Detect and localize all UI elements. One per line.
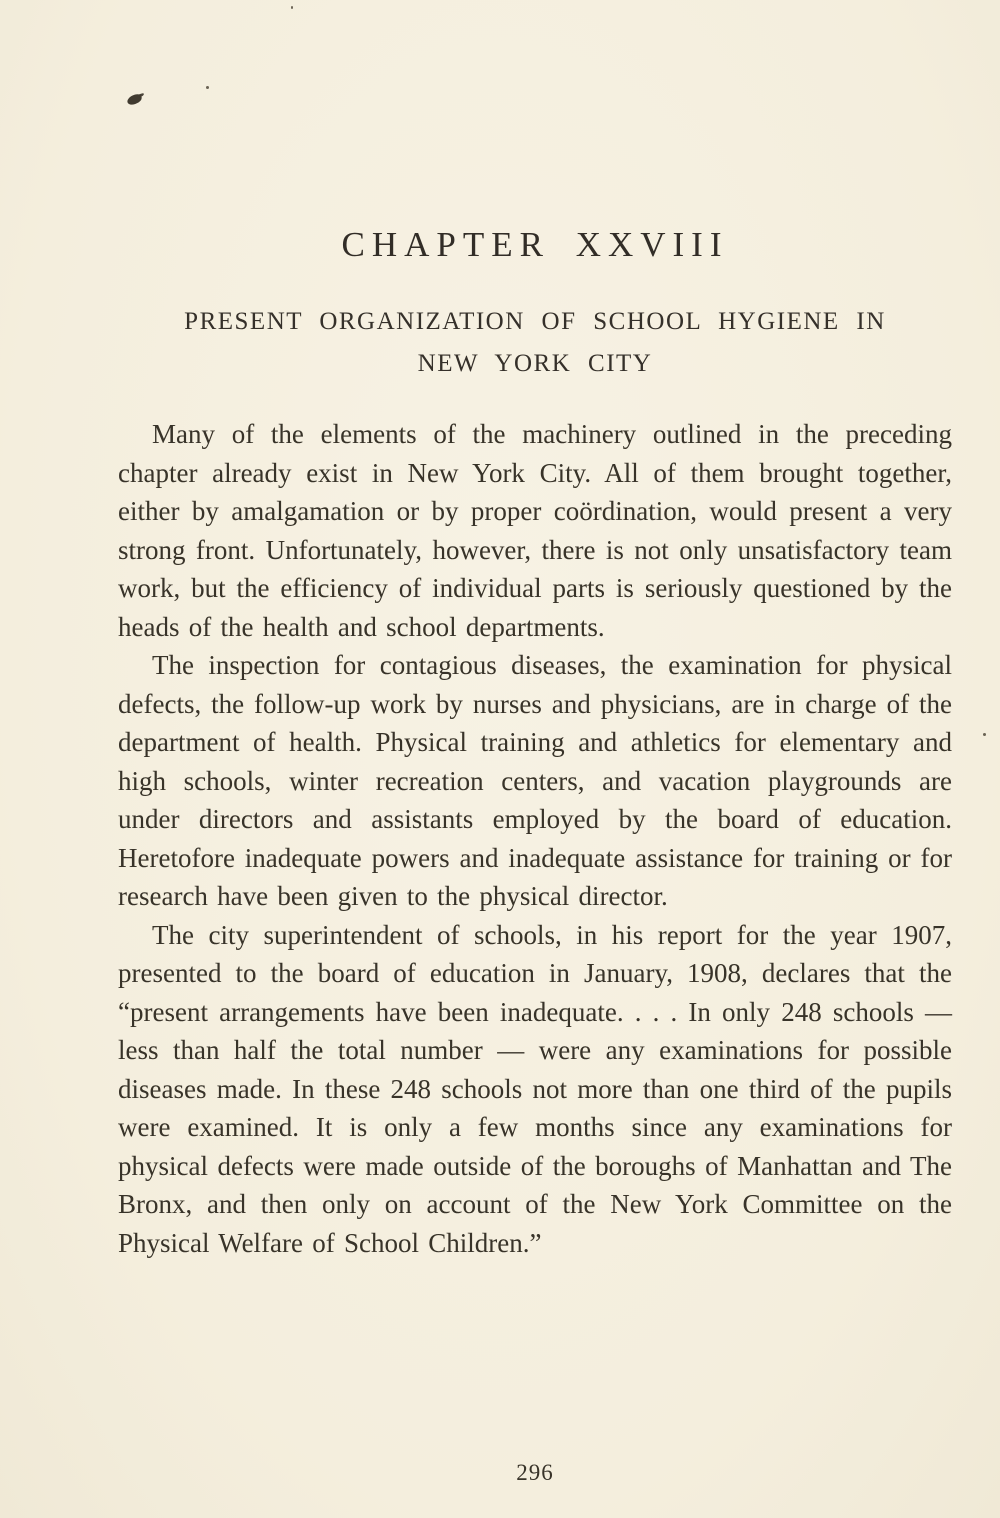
paragraph: The inspection for contagious diseases, the examination for physical defects, the follow-up work by nurses and physicians, are in charge of the department of health. Physical training and athletics for elementary and high schools, winter recreation centers, and vacation playgrounds are under directors and assistants employed by the board of education. Heretofore inadequate powers and inadequate assistance for training or for research have been given to the physical director. bbox=[118, 650, 952, 911]
paragraph: The city superintendent of schools, in his report for the year 1907, presented to the board of education in January, 1908, declares that the “present arrangements have been inadequate. . . . In only 248 schools — less than half the total number — were any examinations for possible diseases made. In these 248 schools not more than one third of the pupils were examined. It is only a few months since any examinations for physical defects were made outside of the boroughs of Manhattan and The Bronx, and then only on account of the New York Committee on the Physical Welfare of School Children.” bbox=[118, 919, 952, 1258]
subtitle-line: PRESENT ORGANIZATION OF SCHOOL HYGIENE IN bbox=[184, 308, 886, 335]
ink-speck bbox=[983, 733, 986, 736]
section-subtitle bbox=[118, 301, 952, 385]
page-content bbox=[118, 0, 952, 1262]
page-number: 296 bbox=[516, 1460, 554, 1485]
subtitle-line: NEW YORK CITY bbox=[417, 350, 653, 377]
chapter-heading: CHAPTER XXVIII bbox=[341, 225, 729, 264]
paragraph: Many of the elements of the machinery outlined in the preceding chapter already exist in New York City. All of them brought together, either by amalgamation or by proper coördination, would present a very strong front. Unfortunately, however, there is not only unsatisfactory team work, but the efficiency of individual parts is seriously questioned by the heads of the health and school departments. bbox=[118, 419, 952, 642]
body-text bbox=[118, 415, 952, 1262]
